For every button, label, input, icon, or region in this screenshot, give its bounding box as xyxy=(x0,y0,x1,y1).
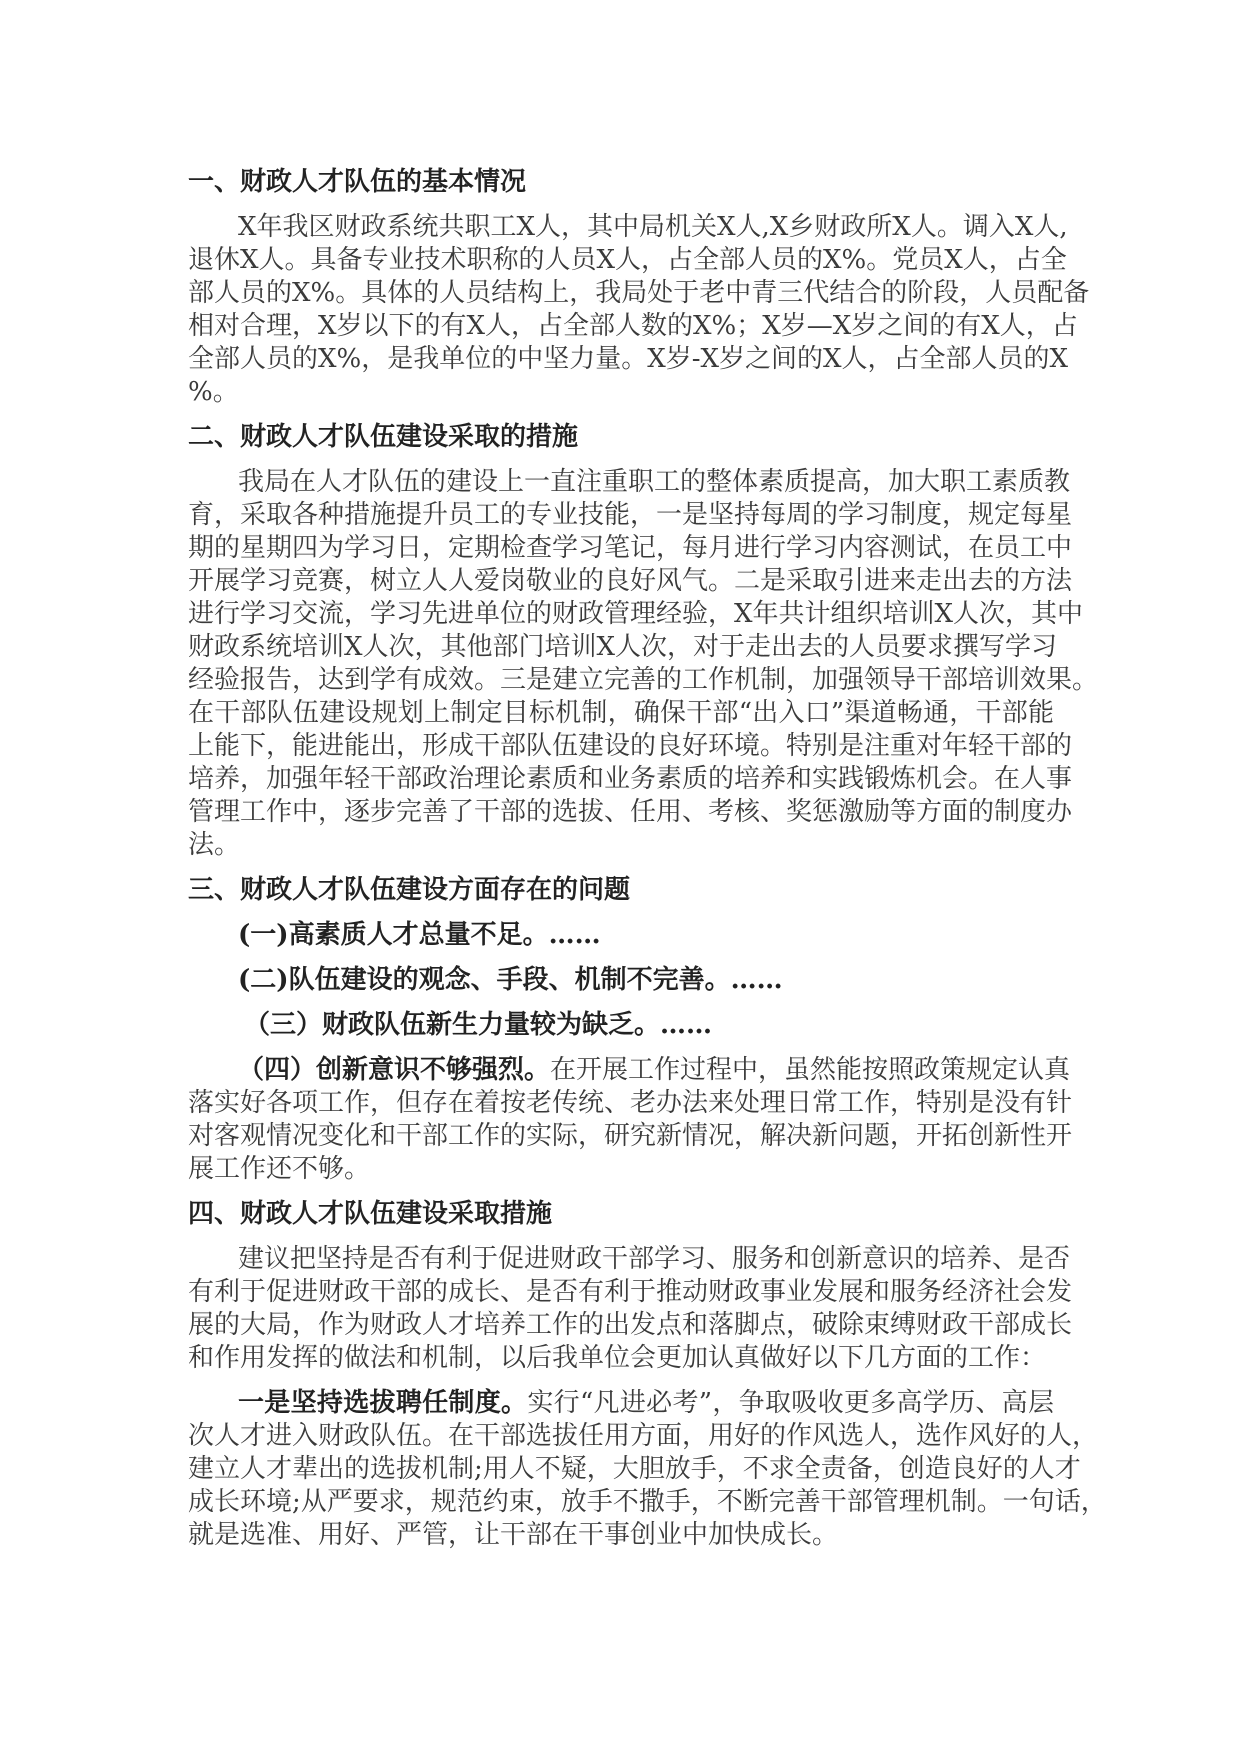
line-text: 在开展工作过程中，虽然能按照政策规定认真 xyxy=(550,1055,1071,1085)
section-heading xyxy=(188,166,1054,199)
text-line: 相对合理，X岁以下的有X人，占全部人数的X%；X岁—X岁之间的有X人，占 xyxy=(188,311,1078,341)
text-line: 落实好各项工作，但存在着按老传统、老办法来处理日常工作，特别是没有针 xyxy=(188,1088,1073,1118)
text-line: 四、财政人才队伍建设采取措施 xyxy=(188,1199,553,1229)
text-line: 一、财政人才队伍的基本情况 xyxy=(188,167,527,197)
text-line: 成长环境;从严要求，规范约束，放手不撒手，不断完善干部管理机制。一句话， xyxy=(188,1487,1107,1517)
text-line: 就是选准、用好、严管，让干部在干事创业中加快成长。 xyxy=(188,1520,839,1550)
text-line: 展的大局，作为财政人才培养工作的出发点和落脚点，破除束缚财政干部成长 xyxy=(188,1310,1073,1340)
subheading xyxy=(188,964,1054,997)
paragraph xyxy=(188,211,1090,409)
text-line: 二、财政人才队伍建设采取的措施 xyxy=(188,422,579,452)
text-line: 在干部队伍建设规划上制定目标机制，确保干部“出入口”渠道畅通，干部能 xyxy=(188,698,1054,728)
text-line: 和作用发挥的做法和机制，以后我单位会更加认真做好以下几方面的工作： xyxy=(188,1343,1047,1373)
bold-lead: （四）创新意识不够强烈。 xyxy=(238,1055,551,1085)
text-line: 建议把坚持是否有利于促进财政干部学习、服务和创新意识的培养、是否 xyxy=(238,1244,1071,1274)
subheading xyxy=(188,919,1054,952)
section-heading xyxy=(188,1198,1054,1231)
text-line: 育，采取各种措施提升员工的专业技能，一是坚持每周的学习制度，规定每星 xyxy=(188,500,1073,530)
text-line xyxy=(188,1054,1071,1087)
text-line: （三）财政队伍新生力量较为缺乏。…… xyxy=(244,1010,713,1040)
text-line xyxy=(188,1387,1054,1420)
text-line: 对客观情况变化和干部工作的实际，研究新情况，解决新问题，开拓创新性开 xyxy=(188,1121,1073,1151)
text-line: 管理工作中，逐步完善了干部的选拔、任用、考核、奖惩激励等方面的制度办 xyxy=(188,797,1073,827)
subheading xyxy=(188,1009,1054,1042)
text-line: 我局在人才队伍的建设上一直注重职工的整体素质提高，加大职工素质教 xyxy=(238,467,1071,497)
paragraph xyxy=(188,1054,1073,1186)
text-line: 开展学习竞赛，树立人人爱岗敬业的良好风气。二是采取引进来走出去的方法 xyxy=(188,566,1073,596)
paragraph xyxy=(188,1243,1073,1375)
text-line: 有利于促进财政干部的成长、是否有利于推动财政事业发展和服务经济社会发 xyxy=(188,1277,1073,1307)
text-line: 建立人才辈出的选拔机制;用人不疑，大胆放手，不求全责备，创造良好的人才 xyxy=(188,1454,1081,1484)
bold-lead: 一是坚持选拔聘任制度。 xyxy=(238,1388,528,1418)
text-line: %。 xyxy=(188,377,239,407)
text-line: X年我区财政系统共职工X人，其中局机关X人,X乡财政所X人。调入X人, xyxy=(238,212,1068,242)
text-line: 经验报告，达到学有成效。三是建立完善的工作机制，加强领导干部培训效果。 xyxy=(188,665,1099,695)
text-line: 退休X人。具备专业技术职称的人员X人，占全部人员的X%。党员X人，占全 xyxy=(188,245,1067,275)
paragraph xyxy=(188,466,1099,862)
text-line: 培养，加强年轻干部政治理论素质和业务素质的培养和实践锻炼机会。在人事 xyxy=(188,764,1073,794)
text-line: 展工作还不够。 xyxy=(188,1154,371,1184)
text-line: 期的星期四为学习日，定期检查学习笔记，每月进行学习内容测试，在员工中 xyxy=(188,533,1073,563)
text-line: (一)高素质人才总量不足。…… xyxy=(238,920,601,950)
text-line: 次人才进入财政队伍。在干部选拔任用方面，用好的作风选人，选作风好的人， xyxy=(188,1421,1099,1451)
text-line: 部人员的X%。具体的人员结构上，我局处于老中青三代结合的阶段，人员配备 xyxy=(188,278,1090,308)
document-body xyxy=(188,166,1107,1564)
text-line: 上能下，能进能出，形成干部队伍建设的良好环境。特别是注重对年轻干部的 xyxy=(188,731,1073,761)
text-line: (二)队伍建设的观念、手段、机制不完善。…… xyxy=(238,965,783,995)
text-line: 全部人员的X%，是我单位的中坚力量。X岁-X岁之间的X人，占全部人员的X xyxy=(188,344,1069,374)
text-line: 财政系统培训X人次，其他部门培训X人次，对于走出去的人员要求撰写学习 xyxy=(188,632,1058,662)
section-heading xyxy=(188,874,1054,907)
text-line: 三、财政人才队伍建设方面存在的问题 xyxy=(188,875,631,905)
section-heading xyxy=(188,421,1054,454)
line-text: 实行“凡进必考”，争取吸收更多高学历、高层 xyxy=(527,1388,1054,1418)
paragraph xyxy=(188,1387,1107,1552)
text-line: 法。 xyxy=(188,830,241,860)
text-line: 进行学习交流，学习先进单位的财政管理经验，X年共计组织培训X人次，其中 xyxy=(188,599,1084,629)
